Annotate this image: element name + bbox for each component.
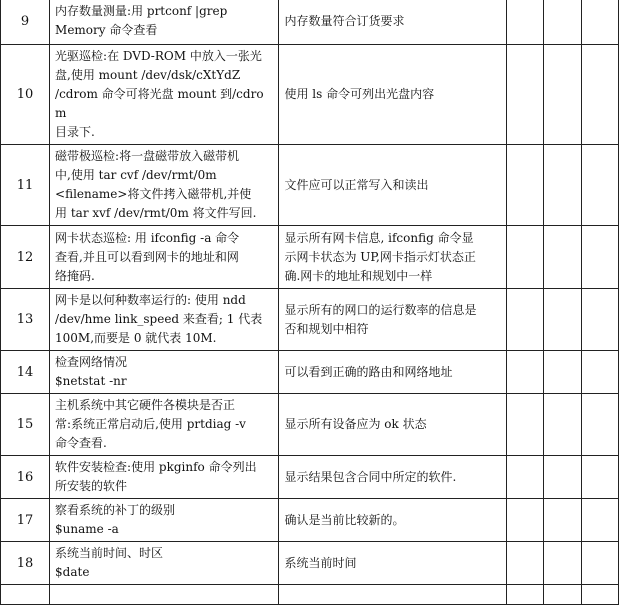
check-step: 光驱巡检:在 DVD-ROM 中放入一张光 盘,使用 mount /dev/dsk/cXtYdZ /cdrom 命令可将光盘 mount 到/cdrom 目录下.: [50, 45, 279, 145]
remark-cell: [544, 289, 581, 351]
expected-result: 显示所有的网口的运行数率的信息是 否和规划中相符: [279, 289, 507, 351]
check-step: 察看系统的补丁的级别 $uname -a: [50, 499, 279, 542]
table-row: [1, 145, 619, 226]
result-cell: [507, 45, 544, 145]
row-number: [1, 585, 50, 605]
sign-cell: [581, 351, 618, 394]
table-body: [1, 0, 619, 605]
remark-cell: [544, 499, 581, 542]
table-row: [1, 0, 619, 45]
expected-result: 内存数量符合订货要求: [279, 0, 507, 45]
result-cell: [507, 289, 544, 351]
check-step: 网卡是以何种数率运行的: 使用 ndd /dev/hme link_speed 来查看; 1 代表 100M,而要是 0 就代表 10M.: [50, 289, 279, 351]
check-step: [50, 585, 279, 605]
check-step: 内存数量测量:用 prtconf |grep Memory 命令查看: [50, 0, 279, 45]
remark-cell: [544, 394, 581, 456]
result-cell: [507, 499, 544, 542]
sign-cell: [581, 585, 618, 605]
row-number: 18: [1, 542, 50, 585]
sign-cell: [581, 45, 618, 145]
sign-cell: [581, 394, 618, 456]
remark-cell: [544, 585, 581, 605]
remark-cell: [544, 351, 581, 394]
result-cell: [507, 226, 544, 289]
check-step: 主机系统中其它硬件各模块是否正 常:系统正常启动后,使用 prtdiag -v 命令查看.: [50, 394, 279, 456]
expected-result: 使用 ls 命令可列出光盘内容: [279, 45, 507, 145]
row-number: 13: [1, 289, 50, 351]
result-cell: [507, 145, 544, 226]
table-row: [1, 45, 619, 145]
table-row: [1, 499, 619, 542]
expected-result: 可以看到正确的路由和网络地址: [279, 351, 507, 394]
expected-result: 系统当前时间: [279, 542, 507, 585]
row-number: 17: [1, 499, 50, 542]
row-number: 15: [1, 394, 50, 456]
table-row: [1, 585, 619, 605]
row-number: 14: [1, 351, 50, 394]
result-cell: [507, 585, 544, 605]
table-row: [1, 542, 619, 585]
row-number: 10: [1, 45, 50, 145]
table-row: [1, 226, 619, 289]
check-step: 磁带极巡检:将一盘磁带放入磁带机 中,使用 tar cvf /dev/rmt/0m <filename>将文件拷入磁带机,并使 用 tar xvf /dev/rmt/0m 将文件写回.: [50, 145, 279, 226]
remark-cell: [544, 0, 581, 45]
sign-cell: [581, 226, 618, 289]
result-cell: [507, 394, 544, 456]
sign-cell: [581, 0, 618, 45]
sign-cell: [581, 456, 618, 499]
remark-cell: [544, 45, 581, 145]
row-number: 11: [1, 145, 50, 226]
expected-result: 确认是当前比较新的。: [279, 499, 507, 542]
expected-result: 显示所有网卡信息, ifconfig 命令显 示网卡状态为 UP,网卡指示灯状态正 确.网卡的地址和规划中一样: [279, 226, 507, 289]
result-cell: [507, 456, 544, 499]
check-step: 检查网络情况 $netstat -nr: [50, 351, 279, 394]
remark-cell: [544, 145, 581, 226]
check-step: 网卡状态巡检: 用 ifconfig -a 命令 查看,并且可以看到网卡的地址和网 络掩码.: [50, 226, 279, 289]
result-cell: [507, 351, 544, 394]
sign-cell: [581, 499, 618, 542]
result-cell: [507, 0, 544, 45]
table-row: [1, 289, 619, 351]
table-row: [1, 351, 619, 394]
row-number: 12: [1, 226, 50, 289]
table-row: [1, 456, 619, 499]
remark-cell: [544, 226, 581, 289]
check-step: 软件安装检查:使用 pkginfo 命令列出 所安装的软件: [50, 456, 279, 499]
sign-cell: [581, 289, 618, 351]
result-cell: [507, 542, 544, 585]
row-number: 9: [1, 0, 50, 45]
expected-result: [279, 585, 507, 605]
table-row: [1, 394, 619, 456]
remark-cell: [544, 456, 581, 499]
remark-cell: [544, 542, 581, 585]
expected-result: 文件应可以正常写入和读出: [279, 145, 507, 226]
expected-result: 显示结果包含合同中所定的软件.: [279, 456, 507, 499]
row-number: 16: [1, 456, 50, 499]
check-step: 系统当前时间、时区 $date: [50, 542, 279, 585]
sign-cell: [581, 145, 618, 226]
expected-result: 显示所有设备应为 ok 状态: [279, 394, 507, 456]
sign-cell: [581, 542, 618, 585]
